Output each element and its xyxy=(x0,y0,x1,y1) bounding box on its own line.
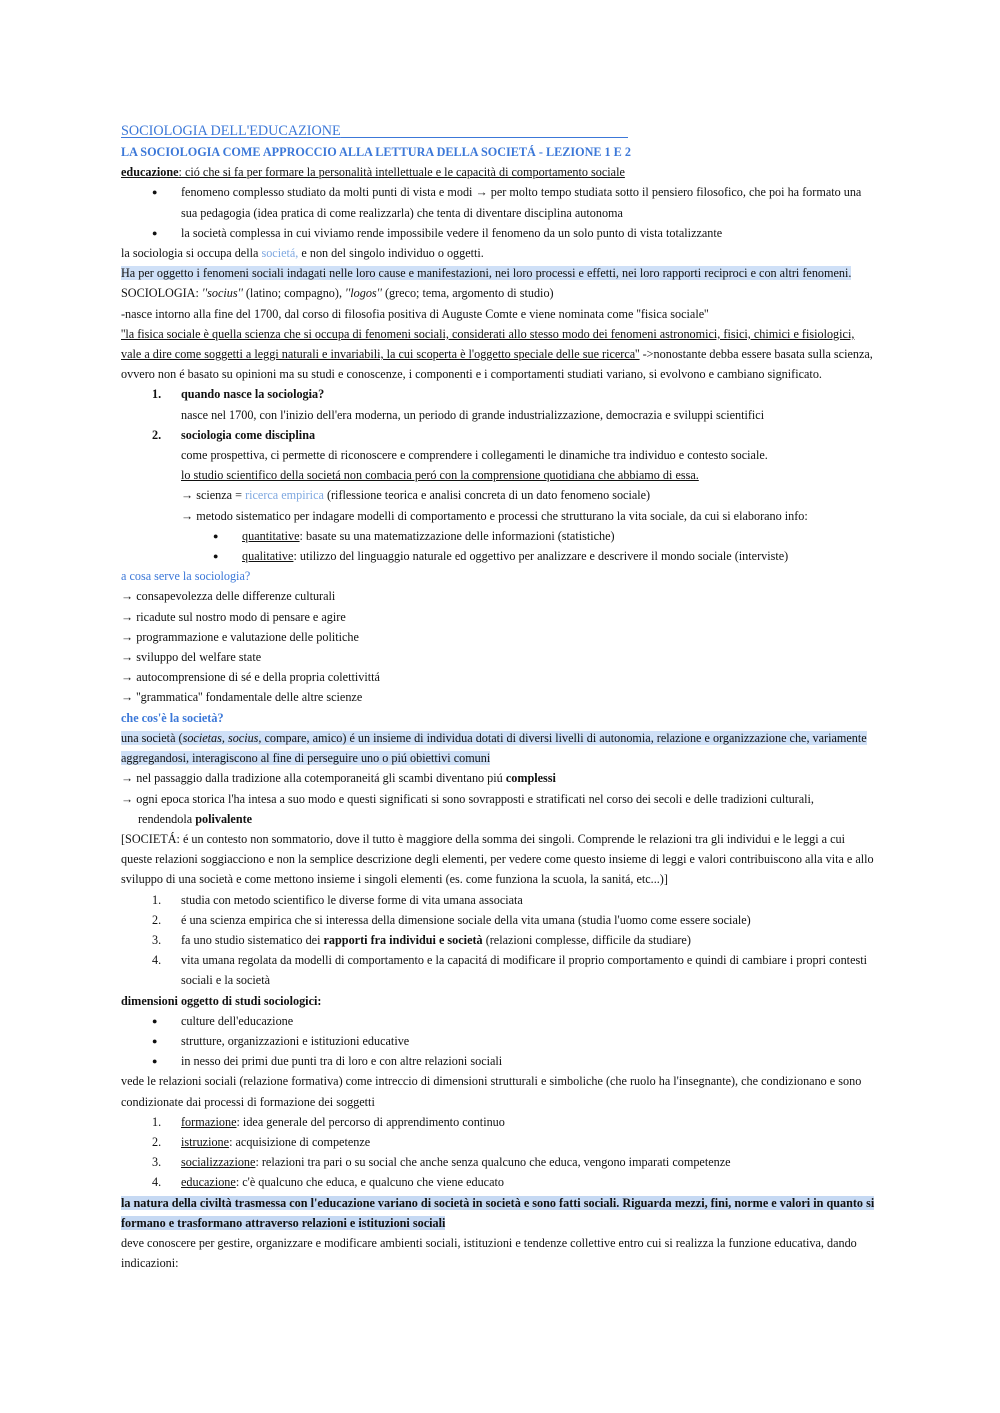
societa-link[interactable]: societá, xyxy=(261,246,299,261)
epoch-line: → ogni epoca storica l'ha intesa a suo modo e questi significati si sono sovrapposti e stratificati nel corso dei secoli e delle tradizioni culturali, rendendola polivalente xyxy=(121,791,814,826)
science-line: → scienza = ricerca empirica (riflessione teorica e analisi concreta di un dato fenomeno sociale) xyxy=(181,488,651,503)
section-question: a cosa serve la sociologia? xyxy=(121,569,251,584)
list-item: → ''grammatica'' fondamentale delle altre scienze xyxy=(121,690,363,705)
numbered-item: 2. istruzione: acquisizione di competenze xyxy=(152,1134,371,1149)
numbered-item: 4. vita umana regolata da modelli di comportamento e la capacitá di modificare il proprio comportamento e quindi di cambiare i propri contesti sociali e la società xyxy=(152,953,867,988)
document-title: SOCIOLOGIA DELL'EDUCAZIONE xyxy=(121,123,341,139)
bullet-icon: ● xyxy=(152,1056,158,1067)
list-item: → ricadute sul nostro modo di pensare e agire xyxy=(121,609,346,624)
comte-quote: ''la fisica sociale è quella scienza che si occupa di fenomeni sociali, considerati allo stesso modo dei fenomeni astronomici, fisici, chimici e fisiologici, vale a dire come soggetti a leggi naturali e invariabili, la cui scoperta è l'oggetto speciale delle sue ricerca'' ->nonostante debba essere basata sulla scienza, ovvero non é basato su opinioni ma su studi e conoscenze, i componenti e i comportamenti studiati variano, si evolvono e cambiano significato. xyxy=(121,326,873,382)
bullet-icon: ● xyxy=(152,187,158,198)
document-body xyxy=(121,120,877,1273)
etymology: SOCIOLOGIA: ''socius'' (latino; compagno), ''logos'' (greco; tema, argomento di studio) xyxy=(121,286,554,301)
list-item: ● la società complessa in cui viviamo rende impossibile vedere il fenomeno da un solo punto di vista totalizzante xyxy=(121,223,877,243)
society-note: [SOCIETÁ: é un contesto non sommatorio, dove il tutto è maggiore della somma dei singoli. Comprende le relazioni tra gli individui e le leggi a cui queste relazioni soggiacciono e non la semplice descrizione degli elementi, per vedere come questo insieme di leggi e valori contribuiscono alla vita e allo sviluppo di una società e come mettono insieme i singoli elementi (es. come funziona la scuola, la sanitá, etc...)] xyxy=(121,831,874,887)
list-item: → consapevolezza delle differenze culturali xyxy=(121,589,336,604)
section-question: che cos'è la società? xyxy=(121,710,224,725)
method-line: → metodo sistematico per indagare modelli di comportamento e processi che strutturano la vita sociale, da cui si elaborano info: xyxy=(181,508,808,523)
list-item: → sviluppo del welfare state xyxy=(121,650,262,665)
numbered-item: 4. educazione: c'è qualcuno che educa, e qualcuno che viene educato xyxy=(152,1175,504,1190)
closing-paragraph: deve conoscere per gestire, organizzare e modificare ambienti sociali, istituzioni e tendenze collettive entro cui si realizza la funzione educativa, dando indicazioni: xyxy=(121,1235,857,1271)
list-item: ● in nesso dei primi due punti tra di loro e con altre relazioni sociali xyxy=(121,1051,877,1071)
highlight-paragraph: la natura della civiltà trasmessa con l'educazione variano di società in società e sono fatti sociali. Riguarda mezzi, fini, norme e valori in quanto si formano e trasformano attraverso relazioni e istituzioni sociali xyxy=(121,1195,875,1230)
bullet-icon: ● xyxy=(213,530,219,541)
bullet-icon: ● xyxy=(152,1035,158,1046)
passage-line: → nel passaggio dalla tradizione alla cotemporaneitá gli scambi diventano piú complessi xyxy=(121,771,556,786)
ricerca-empirica-link[interactable]: ricerca empirica xyxy=(245,488,324,503)
relations-paragraph: vede le relazioni sociali (relazione formativa) come intreccio di dimensioni strutturali e simboliche (che ruolo ha l'insegnante), che condizionano e sono condizionate dai processi di formazione dei soggetti xyxy=(121,1074,862,1109)
list-item: ● fenomeno complesso studiato da molti punti di vista e modi → per molto tempo studiata sotto il pensiero filosofico, che poi ha formato una sua pedagogia (idea pratica di come realizzarla) che tenta di diventare disciplina autonoma xyxy=(121,182,877,222)
list-item: → programmazione e valutazione delle politiche xyxy=(121,629,359,644)
education-term: educazione xyxy=(121,165,179,180)
list-item: ● strutture, organizzazioni e istituzioni educative xyxy=(121,1031,877,1051)
numbered-item: 2. é una scienza empirica che si interessa della dimensione sociale della vita umana (studia l'uomo come essere sociale) xyxy=(152,912,751,927)
bullet-icon: ● xyxy=(152,1015,158,1026)
item-body-underlined: lo studio scientifico della societá non combacia peró con la comprensione quotidiana che abbiamo di essa. xyxy=(181,468,699,483)
numbered-item: 1. quando nasce la sociologia? xyxy=(152,387,325,402)
education-definition xyxy=(121,162,877,182)
education-def: : ció che si fa per formare la personalità intellettuale e le capacità di comportamento sociale xyxy=(178,165,625,180)
list-item: → autocomprensione di sé e della propria colettivittá xyxy=(121,670,380,685)
origin-line: -nasce intorno alla fine del 1700, dal corso di filosofia positiva di Auguste Comte e viene nominata come ''fisica sociale'' xyxy=(121,306,709,321)
numbered-item: 2. sociologia come disciplina xyxy=(152,427,316,442)
dimensions-heading: dimensioni oggetto di studi sociologici: xyxy=(121,993,322,1008)
document-subtitle: LA SOCIOLOGIA COME APPROCCIO ALLA LETTURA DELLA SOCIETÁ - LEZIONE 1 E 2 xyxy=(121,145,631,159)
numbered-item: 3. socializzazione: relazioni tra pari o su social che anche senza qualcuno che educa, vengono imparati competenze xyxy=(152,1155,731,1170)
numbered-item: 1. studia con metodo scientifico le diverse forme di vita umana associata xyxy=(152,892,523,907)
numbered-item: 1. formazione: idea generale del percorso di apprendimento continuo xyxy=(152,1114,505,1129)
object-of-study: Ha per oggetto i fenomeni sociali indagati nelle loro cause e manifestazioni, nei loro processi e effetti, nei loro rapporti reciproci e con altri fenomeni. xyxy=(121,266,852,281)
list-item: ● qualitative: utilizzo del linguaggio naturale ed oggettivo per analizzare e descrivere il mondo sociale (interviste) xyxy=(121,546,877,566)
numbered-item: 3. fa uno studio sistematico dei rapporti fra individui e società (relazioni complesse, difficile da studiare) xyxy=(152,932,691,947)
society-definition: una società (societas, socius, compare, amico) é un insieme di individua dotati di diversi livelli di autonomia, relazione e organizzazione che, variamente aggregandosi, interagiscono al fine di perseguire uno o piú obiettivi comuni xyxy=(121,730,867,766)
sociology-focus: la sociologia si occupa della societá, e non del singolo individuo o oggetti. xyxy=(121,246,484,261)
item-body: come prospettiva, ci permette di riconoscere e comprendere i collegamenti le dinamiche tra individuo e contesto sociale. xyxy=(181,448,768,463)
bullet-icon: ● xyxy=(213,551,219,562)
item-body: nasce nel 1700, con l'inizio dell'era moderna, un periodo di grande industrializzazione, democrazia e sviluppi scientifici xyxy=(181,407,765,422)
list-item: ● culture dell'educazione xyxy=(121,1011,877,1031)
bullet-icon: ● xyxy=(152,227,158,238)
list-item: ● quantitative: basate su una matematizzazione delle informazioni (statistiche) xyxy=(121,526,877,546)
